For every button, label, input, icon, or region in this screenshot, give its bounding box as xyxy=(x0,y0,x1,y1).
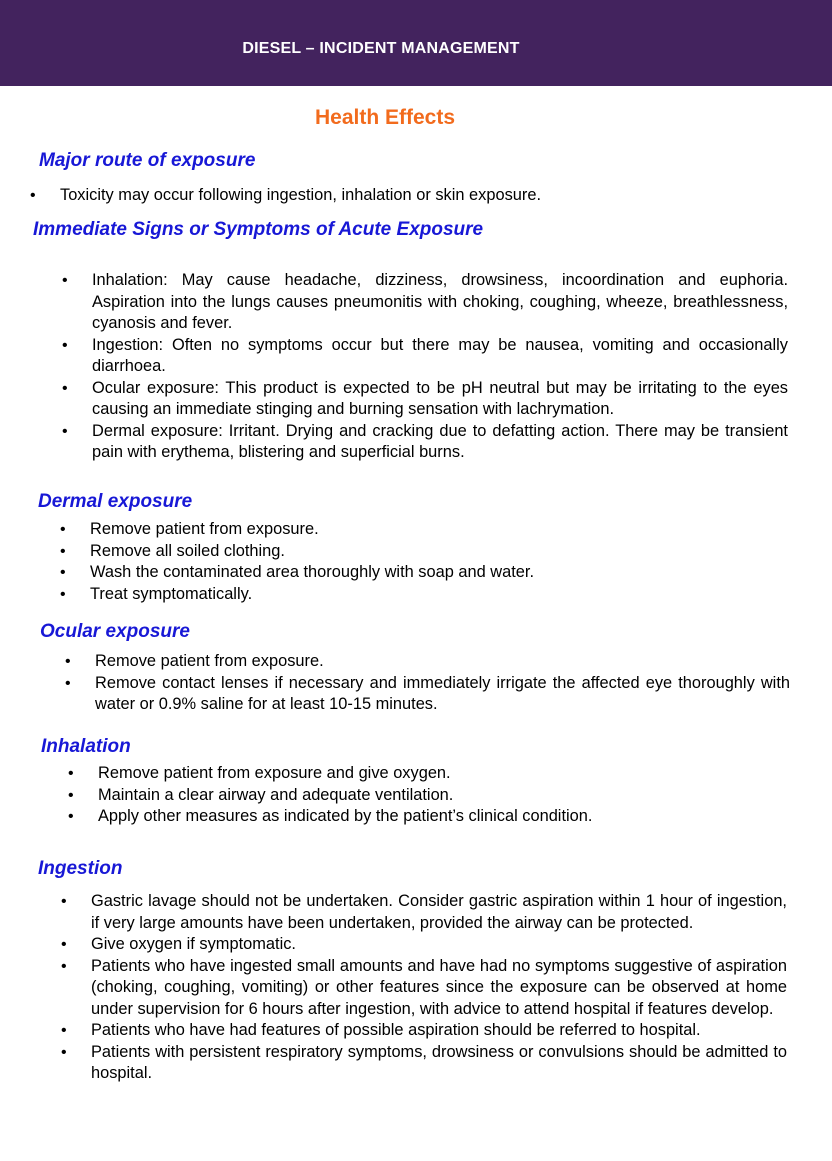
list-item: • Remove patient from exposure. xyxy=(95,651,790,673)
list-ocular-exposure xyxy=(95,651,790,716)
list-ingestion xyxy=(91,891,787,1085)
list-item: • Wash the contaminated area thoroughly with soap and water. xyxy=(90,562,690,584)
list-item: • Remove all soiled clothing. xyxy=(90,541,690,563)
list-item: • Gastric lavage should not be undertaken. Consider gastric aspiration within 1 hour of ingestion, if very large amounts have been undertaken, provided the airway can be protected. xyxy=(91,891,787,934)
heading-ocular-exposure: Ocular exposure xyxy=(40,621,190,642)
heading-immediate-signs: Immediate Signs or Symptoms of Acute Exposure xyxy=(33,219,484,240)
heading-ingestion: Ingestion xyxy=(38,858,123,879)
list-item: • Patients who have ingested small amounts and have had no symptoms suggestive of aspiration (choking, coughing, vomiting) or other features since the exposure can be observed at home under supervision for 6 hours after ingestion, with advice to attend hospital if features develop. xyxy=(91,956,787,1021)
list-item: • Treat symptomatically. xyxy=(90,584,690,606)
list-item: • Patients who have had features of possible aspiration should be referred to hospital. xyxy=(91,1020,787,1042)
list-item: • Ingestion: Often no symptoms occur but there may be nausea, vomiting and occasionally diarrhoea. xyxy=(92,335,788,378)
heading-major-route: Major route of exposure xyxy=(39,150,256,171)
header-band xyxy=(0,0,832,86)
list-item: • Patients with persistent respiratory symptoms, drowsiness or convulsions should be admitted to hospital. xyxy=(91,1042,787,1085)
heading-dermal-exposure: Dermal exposure xyxy=(38,491,193,512)
list-item: • Give oxygen if symptomatic. xyxy=(91,934,787,956)
list-item: • Ocular exposure: This product is expected to be pH neutral but may be irritating to the eyes causing an immediate stinging and burning sensation with lachrymation. xyxy=(92,378,788,421)
document-header-title: DIESEL – INCIDENT MANAGEMENT xyxy=(242,40,520,57)
heading-inhalation: Inhalation xyxy=(41,736,131,757)
list-item: • Apply other measures as indicated by the patient’s clinical condition. xyxy=(98,806,738,828)
page-title: Health Effects xyxy=(314,106,456,129)
list-item: • Remove patient from exposure and give oxygen. xyxy=(98,763,738,785)
list-item: • Toxicity may occur following ingestion, inhalation or skin exposure. xyxy=(60,185,680,207)
list-item: • Dermal exposure: Irritant. Drying and cracking due to defatting action. There may be transient pain with erythema, blistering and superficial burns. xyxy=(92,421,788,464)
list-major-route xyxy=(60,185,680,207)
list-item: • Remove patient from exposure. xyxy=(90,519,690,541)
list-inhalation xyxy=(98,763,738,828)
list-dermal-exposure xyxy=(90,519,690,605)
list-item: • Remove contact lenses if necessary and immediately irrigate the affected eye thoroughly with water or 0.9% saline for at least 10-15 minutes. xyxy=(95,673,790,716)
list-item: • Inhalation: May cause headache, dizziness, drowsiness, incoordination and euphoria. Aspiration into the lungs causes pneumonitis with choking, coughing, wheeze, breathlessness, cyanosis and fever. xyxy=(92,270,788,335)
list-immediate-signs xyxy=(92,270,788,464)
list-item: • Maintain a clear airway and adequate ventilation. xyxy=(98,785,738,807)
